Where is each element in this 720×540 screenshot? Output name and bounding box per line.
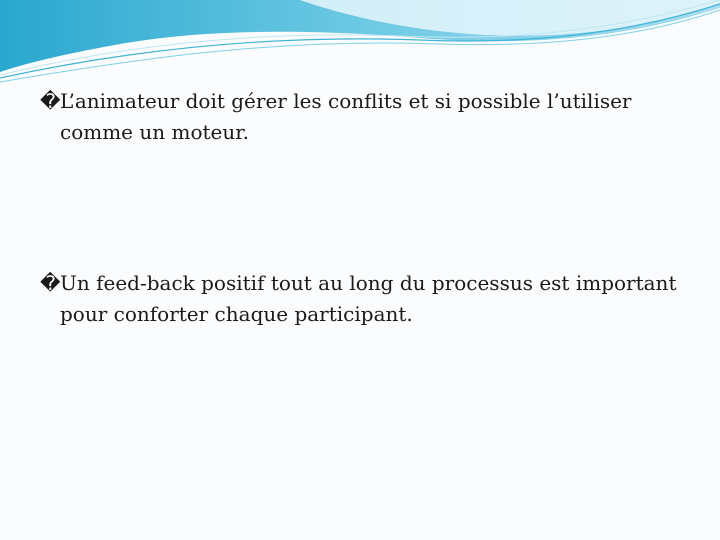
bullet-text: L’animateur doit gérer les conflits et si possible l’utiliser comme un moteur. [60,89,632,144]
header-wave-decoration [0,0,720,90]
bullet-marker-icon: � [40,271,61,295]
bullet-list [40,86,680,330]
bullet-marker-icon: � [40,89,61,113]
bullet-text: Un feed-back positif tout au long du processus est important pour conforter chaque participant. [60,271,677,326]
bullet-item [40,86,680,148]
bullet-item [40,268,680,330]
